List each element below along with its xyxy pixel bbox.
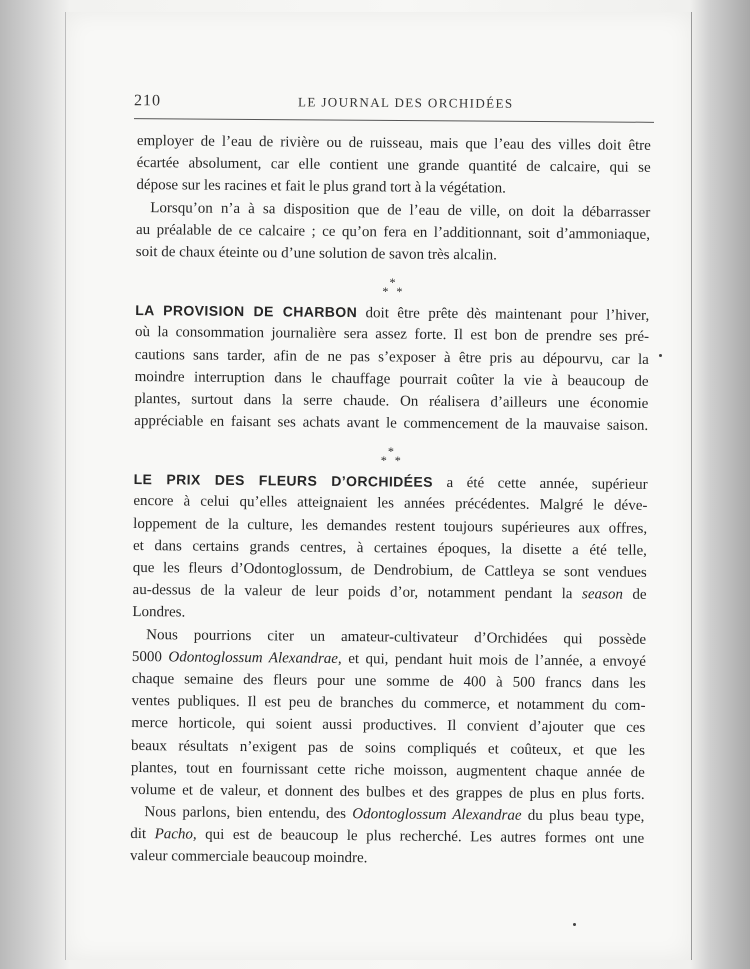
text-line: que les fleurs d’Odontoglossum, de Dendrobium, de Cattleya se sont vendues <box>132 559 647 581</box>
text-span-italic: Pacho, <box>154 826 197 843</box>
section-heading-orchid-prices: LE PRIX DES FLEURS D’ORCHIDÉES <box>133 471 434 491</box>
text-line: écartée absolument, car elle contient une grande quantité de calcaire, qui se <box>136 155 651 177</box>
text-line: valeur commerciale beaucoup moindre. <box>129 848 368 867</box>
text-span: qui est de beaucoup le plus recherché. Les autres formes ont une <box>205 826 645 848</box>
text-span-italic: Odontoglossum Alexandrae, <box>168 649 342 667</box>
text-span: 5000 <box>131 648 163 666</box>
page-number: 210 <box>133 92 162 110</box>
text-line: cautions sans tarder, afin de ne pas s’exposer à être pris au dépourvu, car la <box>134 346 649 368</box>
text-line: loppement de la culture, les demandes restent toujours supérieures aux offres, <box>133 515 648 537</box>
text-line: encore à celui qu’elles atteignaient les années précédentes. Malgré le déve- <box>133 493 648 515</box>
text-span: Nous parlons, bien entendu, des <box>144 804 347 823</box>
text-line: chaque semaine des fleurs pour une somme de 400 à 500 francs dans les <box>131 670 646 692</box>
text-span-italic: Odontoglossum Alexandrae <box>352 806 522 824</box>
text-line: soit de chaux éteinte ou d’une solution de savon très alcalin. <box>135 243 498 264</box>
paragraph-orchid-prices <box>132 468 647 628</box>
text-line: où la consommation journalière sera assez forte. Il est bon de prendre ses pré- <box>134 324 650 346</box>
text-line: Lorsqu’on n’a à sa disposition que de l’eau de ville, on doit la débarrasser <box>150 199 651 221</box>
text-line: employer de l’eau de rivière ou de ruisseau, mais que l’eau des villes doit être <box>136 132 651 154</box>
paragraph-water <box>136 130 651 201</box>
separator-star: * <box>389 275 396 290</box>
text-line: et dans certains grands centres, à certaines époques, la disette a été telle, <box>132 537 648 559</box>
text-line: dépose sur les racines et fait le plus grand tort à la végétation. <box>136 177 506 197</box>
text-span: dit <box>130 826 147 843</box>
text-span: a été cette année, supérieur <box>446 475 648 494</box>
paragraph-amateur <box>131 624 647 806</box>
section-separator <box>135 263 649 304</box>
separator-star: * <box>382 284 389 299</box>
text-line: volume et de valeur, et donnent des bulbes et des grappes de plus en plus forts. <box>130 781 645 803</box>
text-line: Londres. <box>132 604 186 621</box>
text-span: de <box>632 586 647 604</box>
text-line: plantes, surtout dans la serre chaude. On réalisera d’ailleurs une économie <box>134 390 649 412</box>
scan-speck <box>659 354 662 357</box>
text-span: au-dessus de la valeur de leur poids d’or, notamment pendant la <box>132 582 573 603</box>
paragraph-city-water <box>136 197 651 268</box>
article-body <box>130 130 651 873</box>
text-line: beaux résultats n’exigent pas de soins compliqués et coûteux, et que les <box>131 737 646 759</box>
text-line: ventes publiques. Il est peu de branches du commerce, et notamment du com- <box>131 693 646 715</box>
separator-star: * <box>394 453 401 468</box>
paragraph-pacho <box>130 801 645 872</box>
separator-star: * <box>396 284 403 299</box>
separator-star: * <box>380 453 387 468</box>
separator-star: * <box>387 444 394 459</box>
section-heading-charcoal: LA PROVISION DE CHARBON <box>135 302 358 321</box>
text-span: et qui, pendant huit mois de l’année, a envoyé <box>348 650 647 670</box>
text-span: doit être prête dès maintenant pour l’hiver, <box>365 305 650 325</box>
text-line: appréciable en faisant ses achats avant le commencement de la mauvaise saison. <box>134 413 649 434</box>
text-line: Nous pourrions citer un amateur-cultivateur d’Orchidées qui possède <box>146 626 647 648</box>
text-line: plantes, tout en fournissant cette riche moisson, augmentent chaque année de <box>130 759 645 781</box>
scan-speck <box>573 923 576 926</box>
journal-title: LE JOURNAL DES ORCHIDÉES <box>297 94 514 111</box>
text-line: merce horticole, qui soient aussi productives. Il convient d’ajouter que ces <box>131 715 646 737</box>
text-line: au préalable de ce calcaire ; ce qu’on fera en l’additionnant, soit d’ammoniaque, <box>135 221 651 243</box>
paragraph-charcoal <box>134 299 649 437</box>
text-span-italic: season <box>581 586 623 603</box>
text-span: du plus beau type, <box>527 807 645 825</box>
running-header <box>134 92 650 118</box>
text-line: moindre interruption dans le chauffage pourrait coûter la vie à beaucoup de <box>134 368 649 390</box>
section-separator <box>134 432 648 473</box>
